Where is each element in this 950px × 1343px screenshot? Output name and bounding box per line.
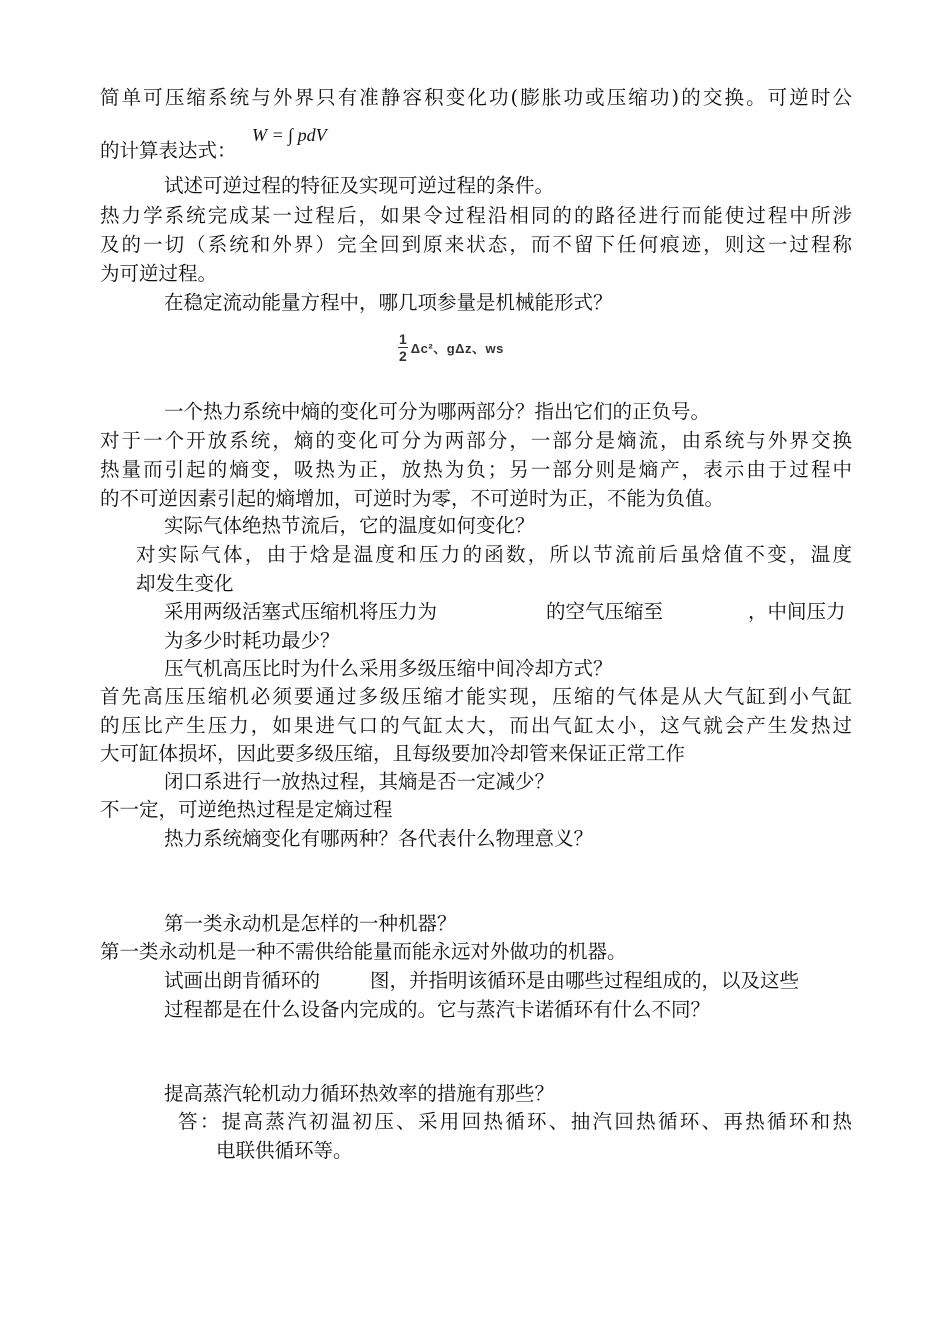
question-heading: 图，并指明该循环是由哪些过程组成的，以及这些 (370, 969, 800, 992)
question-heading: 一个热力系统中熵的变化可分为哪两部分？指出它们的正负号。 (164, 400, 711, 423)
question-heading: 提高蒸汽轮机动力循环热效率的措施有那些？ (164, 1082, 555, 1105)
question-heading: ，中间压力 (748, 600, 846, 623)
work-integral-formula: W = ∫ pdV (252, 125, 327, 145)
question-heading: 热力系统熵变化有哪两种？各代表什么物理意义？ (164, 827, 594, 850)
fraction-denominator: 2 (399, 348, 407, 364)
question-heading: 的空气压缩至 (546, 600, 664, 623)
question-heading: 在稳定流动能量方程中，哪几项参量是机械能形式？ (164, 291, 613, 314)
answer-line: 电联供循环等。 (216, 1139, 353, 1162)
answer-line: 的不可逆因素引起的熵增加，可逆时为零，不可逆时为正，不能为负值。 (100, 487, 725, 510)
question-heading: 采用两级活塞式压缩机将压力为 (164, 600, 438, 623)
answer-line: 及的一切（系统和外界）完全回到原来状态，而不留下任何痕迹，则这一过程称 (100, 233, 852, 256)
text-line: 的计算表达式： (100, 139, 237, 162)
question-heading: 试画出朗肯循环的 (164, 969, 321, 992)
question-heading: 第一类永动机是怎样的一种机器？ (164, 912, 457, 935)
answer-line: 对于一个开放系统，熵的变化可分为两部分，一部分是熵流，由系统与外界交换 (100, 429, 852, 452)
question-heading: 实际气体绝热节流后，它的温度如何变化？ (164, 514, 535, 537)
formula-terms: Δc²、gΔz、ws (410, 341, 504, 356)
mechanical-energy-formula (398, 331, 504, 364)
answer-line: 热力学系统完成某一过程后，如果令过程沿相同的的路径进行而能使过程中所涉 (100, 204, 852, 227)
answer-line: 的压比产生压力，如果进气口的气缸太大，而出气缸太小，这气就会产生发热过 (100, 714, 852, 737)
answer-line: 热量而引起的熵变，吸热为正，放热为负；另一部分则是熵产，表示由于过程中 (100, 458, 852, 481)
fraction-numerator: 1 (399, 331, 407, 347)
question-heading: 试述可逆过程的特征及实现可逆过程的条件。 (164, 174, 555, 197)
text-line: 简单可压缩系统与外界只有准静容积变化功(膨胀功或压缩功)的交换。可逆时公 (100, 86, 852, 109)
question-heading: 闭口系进行一放热过程，其熵是否一定减少？ (164, 770, 555, 793)
question-heading: 为多少时耗功最少？ (164, 629, 340, 652)
answer-line: 对实际气体，由于焓是温度和压力的函数，所以节流前后虽焓值不变，温度 (136, 543, 852, 566)
answer-line: 不一定，可逆绝热过程是定熵过程 (100, 798, 393, 821)
question-heading: 压气机高压比时为什么采用多级压缩中间冷却方式？ (164, 657, 613, 680)
fraction (398, 331, 408, 364)
answer-line: 答：提高蒸汽初温初压、采用回热循环、抽汽回热循环、再热循环和热 (178, 1110, 852, 1133)
answer-line: 第一类永动机是一种不需供给能量而能永远对外做功的机器。 (100, 940, 627, 963)
answer-line: 却发生变化 (136, 572, 234, 595)
answer-line: 大可缸体损坏，因此要多级压缩，且每级要加冷却管来保证正常工作 (100, 742, 686, 765)
question-heading: 过程都是在什么设备内完成的。它与蒸汽卡诺循环有什么不同？ (164, 998, 711, 1021)
answer-line: 为可逆过程。 (100, 262, 218, 285)
answer-line: 首先高压压缩机必须要通过多级压缩才能实现，压缩的气体是从大气缸到小气缸 (100, 685, 852, 708)
